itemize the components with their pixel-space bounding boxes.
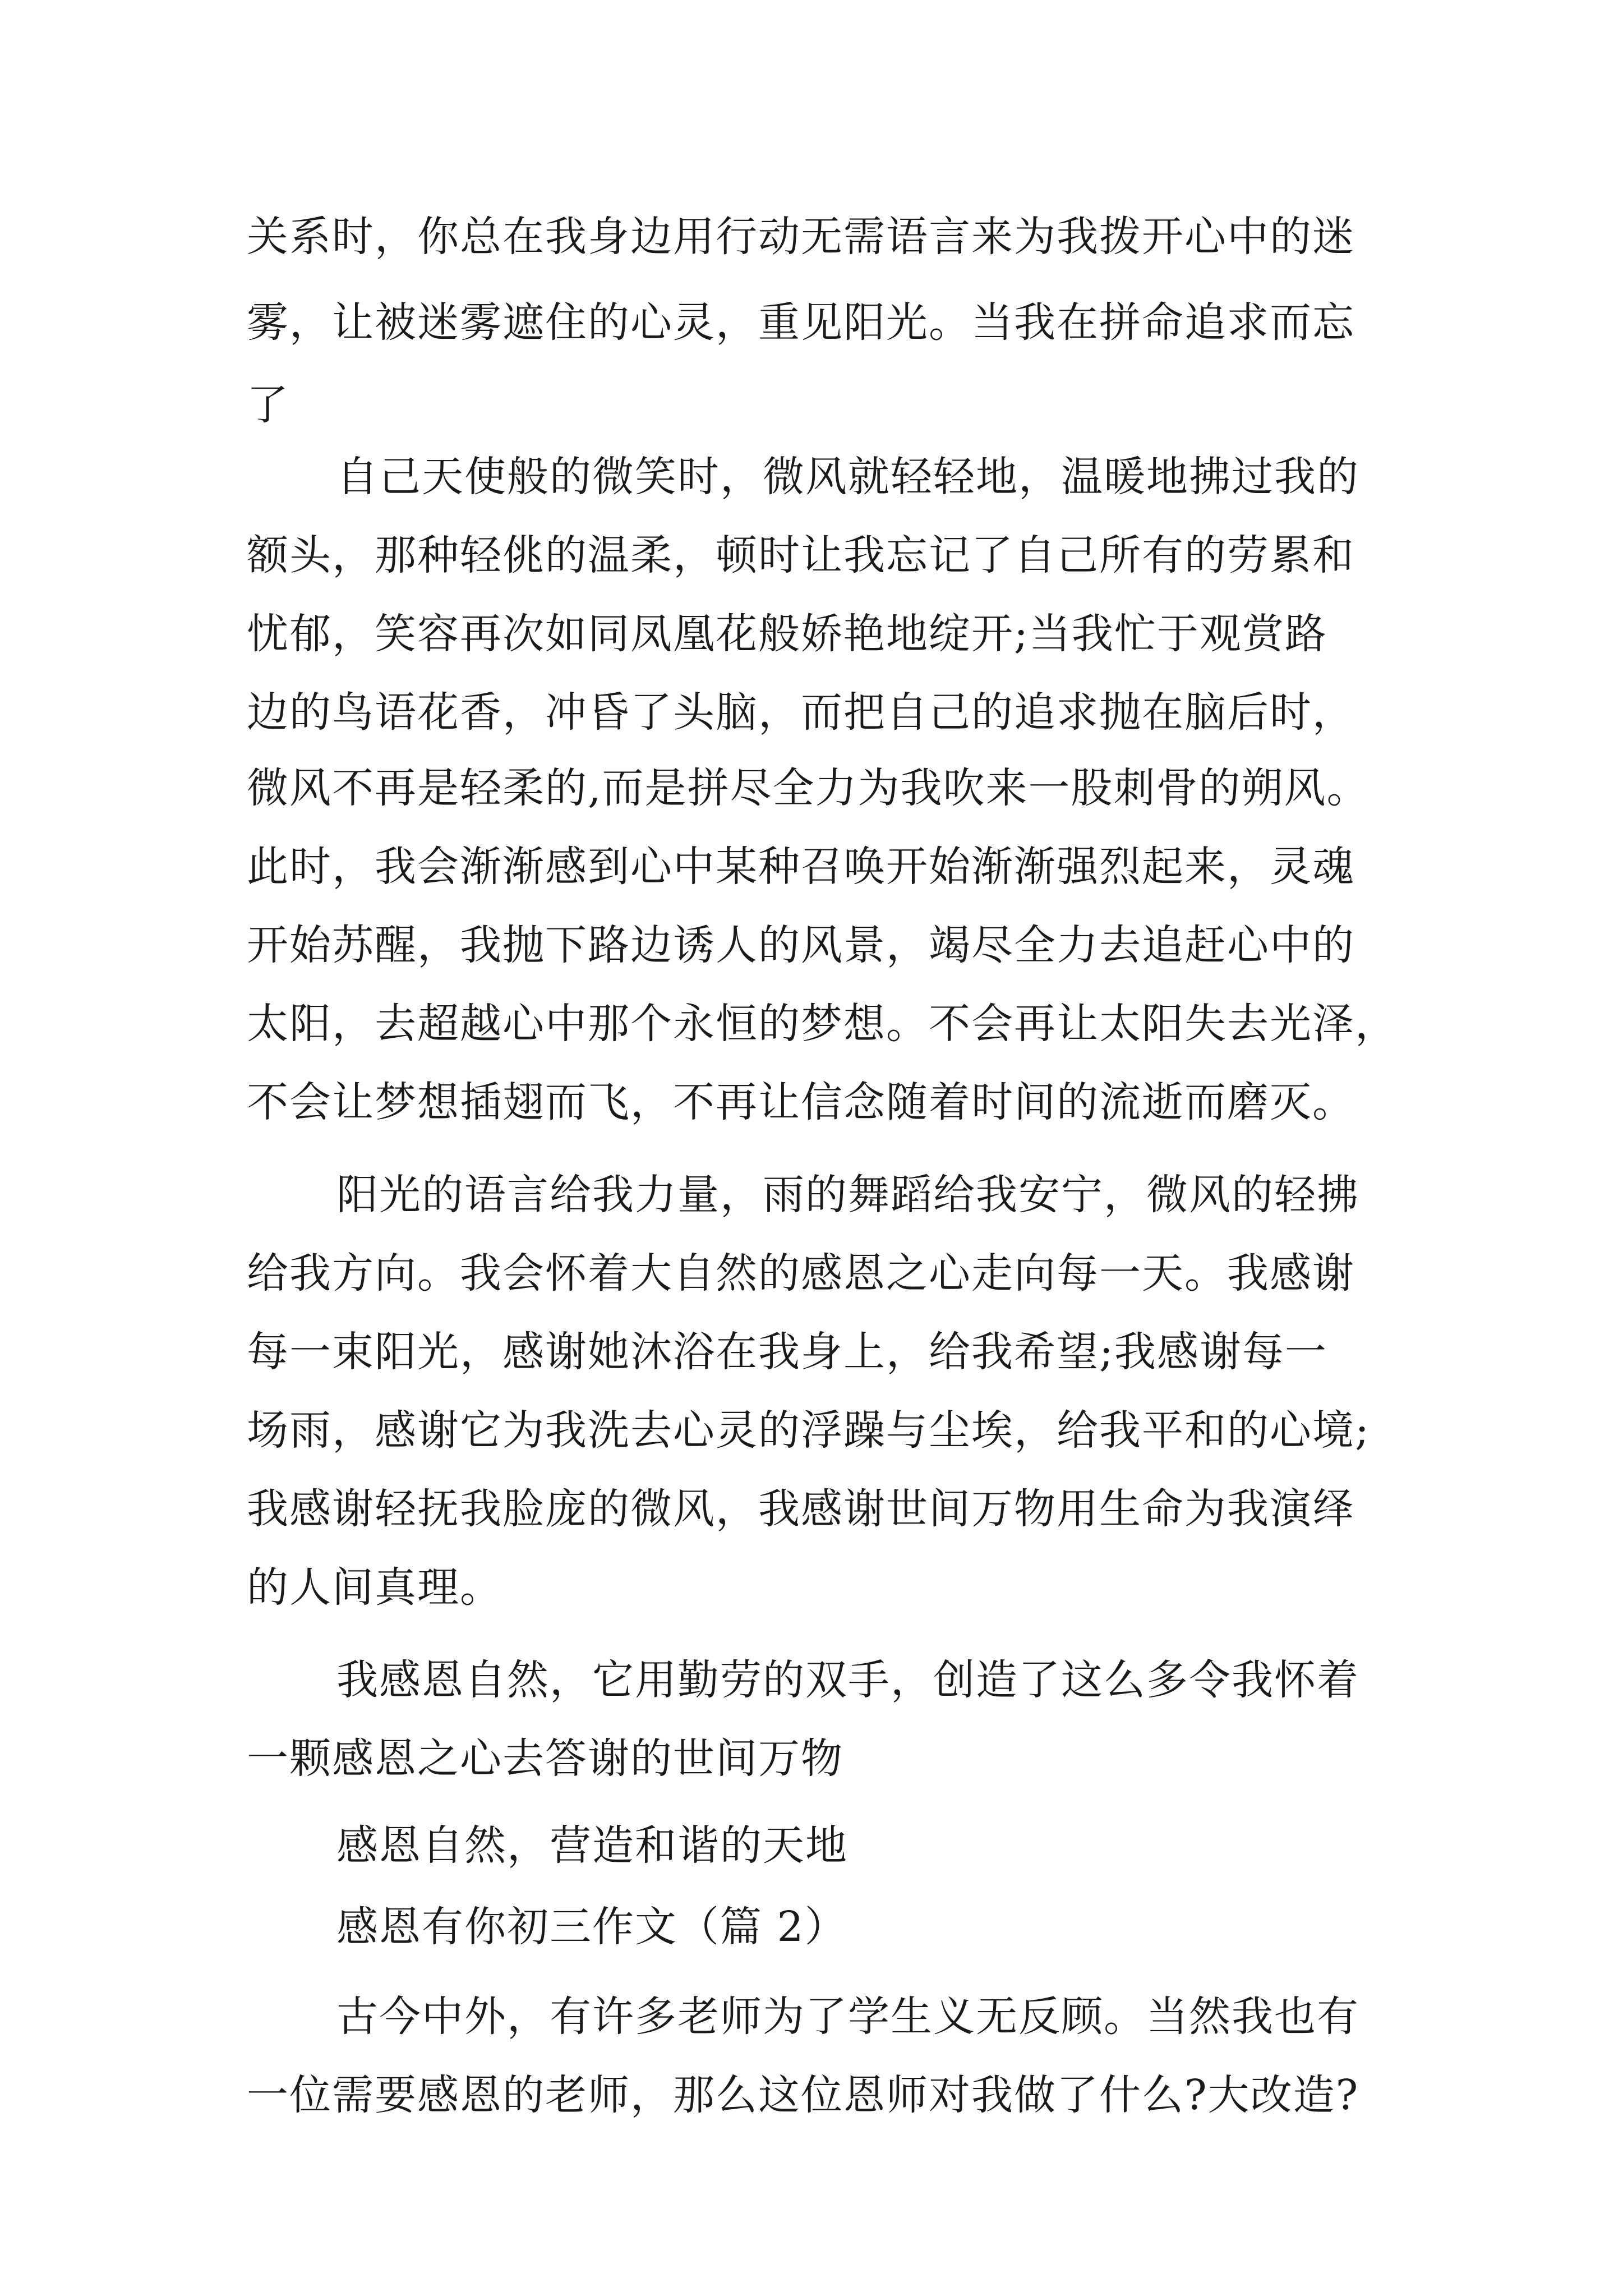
paragraph-start-line: 古今中外，有许多老师为了学生义无反顾。当然我也有 [336,1993,1359,2041]
paragraph-start-line: 阳光的语言给我力量，雨的舞蹈给我安宁，微风的轻拂 [336,1171,1359,1219]
text-line: 忧郁，笑容再次如同凤凰花般娇艳地绽开;当我忙于观赏路 [247,610,1327,658]
text-line: 一位需要感恩的老师，那么这位恩师对我做了什么?大改造? [247,2071,1359,2119]
text-line: 雾，让被迷雾遮住的心灵，重见阳光。当我在拼命追求而忘 [247,298,1355,347]
text-line: 微风不再是轻柔的,而是拼尽全力为我吹来一股刺骨的朔风。 [247,764,1370,812]
text-line: 关系时，你总在我身边用行动无需语言来为我拨开心中的迷 [247,213,1355,261]
text-line: 给我方向。我会怀着大自然的感恩之心走向每一天。我感谢 [247,1249,1355,1297]
text-line: 一颗感恩之心去答谢的世间万物 [247,1734,843,1783]
subheading-line: 感恩自然，营造和谐的天地 [336,1821,848,1870]
paragraph-start-line: 自己天使般的微笑时，微风就轻轻地，温暖地拂过我的 [336,453,1359,501]
text-line: 场雨，感谢它为我洗去心灵的浮躁与尘埃，给我平和的心境; [247,1406,1370,1455]
text-line: 边的鸟语花香，冲昏了头脑，而把自己的追求抛在脑后时， [247,688,1355,737]
section-title: 感恩有你初三作文（篇 2） [336,1903,847,1951]
text-line: 额头，那种轻佻的温柔，顿时让我忘记了自己所有的劳累和 [247,531,1355,579]
paragraph-start-line: 我感恩自然，它用勤劳的双手，创造了这么多令我怀着 [336,1656,1359,1704]
text-line: 每一束阳光，感谢她沐浴在我身上，给我希望;我感谢每一 [247,1328,1327,1376]
text-line: 此时，我会渐渐感到心中某种召唤开始渐渐强烈起来，灵魂 [247,843,1355,891]
text-line: 太阳，去超越心中那个永恒的梦想。不会再让太阳失去光泽， [247,1000,1398,1048]
text-line: 不会让梦想插翅而飞，不再让信念随着时间的流逝而磨灭。 [247,1078,1355,1126]
text-line: 了 [247,381,289,429]
text-line: 的人间真理。 [247,1563,502,1612]
text-line: 我感谢轻抚我脸庞的微风，我感谢世间万物用生命为我演绎 [247,1485,1355,1533]
text-line: 开始苏醒，我抛下路边诱人的风景，竭尽全力去追赶心中的 [247,921,1355,969]
